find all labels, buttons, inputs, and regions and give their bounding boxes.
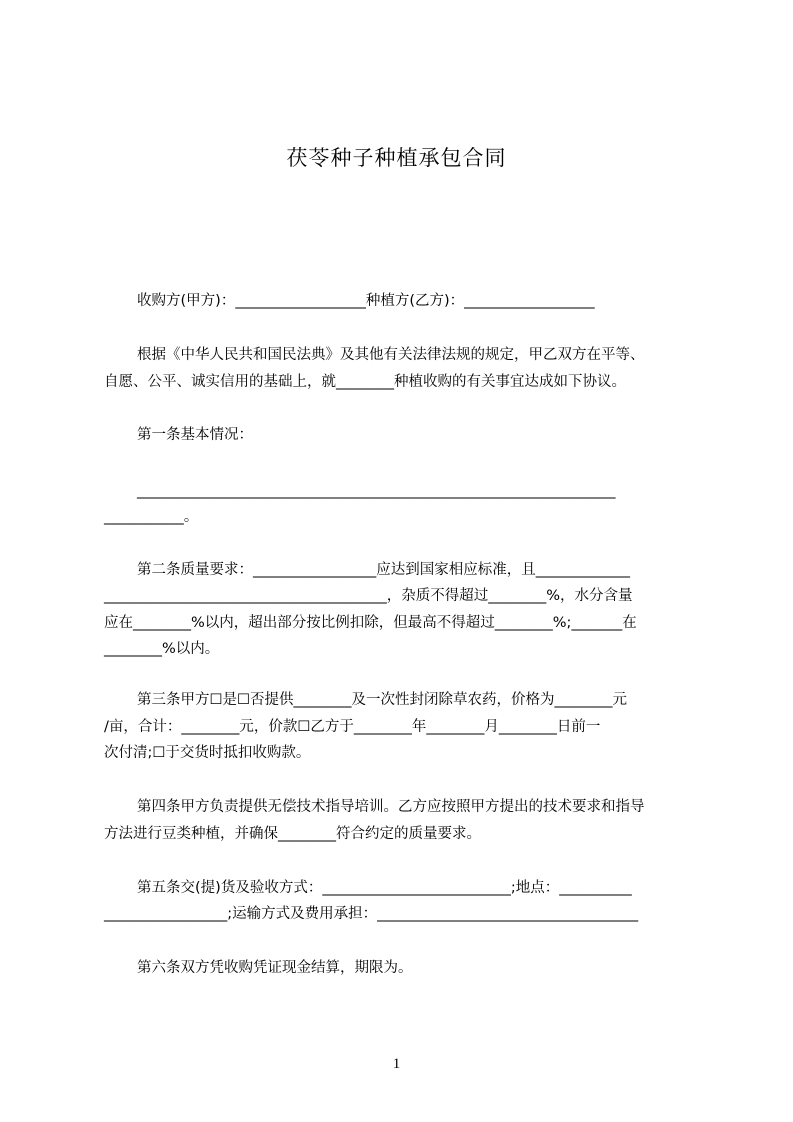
document-title: 茯苓种子种植承包合同 — [286, 146, 507, 170]
article-2-line-4: ________%以内。 — [104, 641, 220, 657]
article-4-line-2: 方法进行豆类种植，并确保________符合约定的质量要求。 — [104, 826, 481, 842]
article-2-line-3: 应在________%以内，超出部分按比例扣除，但最高不得超过________%;_______在 — [104, 615, 637, 631]
article-2-line-2: _______________________________________，杂质不得超过________%，水分含量 — [104, 588, 633, 604]
article-4-line-1: 第四条甲方负责提供无偿技术指导培训。乙方应按照甲方提出的技术要求和指导 — [137, 799, 645, 815]
article-3-line-3: 次付清;☐于交货时抵扣收购款。 — [104, 745, 311, 761]
article-6-line-1: 第六条双方凭收购凭证现金结算，期限为。 — [137, 960, 413, 976]
party-line: 收购方(甲方)：__________________种植方(乙方)：__________________ — [137, 293, 595, 309]
article-1-heading: 第一条基本情况： — [137, 427, 253, 443]
preamble-line-2: 自愿、公平、诚实信用的基础上，就________种植收购的有关事宜达成如下协议。 — [104, 374, 626, 390]
preamble-line-1: 根据《中华人民共和国民法典》及其他有关法律法规的规定，甲乙双方在平等、 — [137, 347, 645, 363]
article-3-line-2: /亩，合计：________元，价款☐乙方于________年________月________日前一 — [104, 719, 601, 735]
article-3-line-1: 第三条甲方☐是☐否提供________及一次性封闭除草农药，价格为________元 — [137, 692, 627, 708]
article-5-line-2: _________________;运输方式及费用承担：____________________________________ — [104, 906, 639, 922]
page-number: 1 — [392, 1056, 401, 1072]
article-1-blank-line-1: __________________________________________________________________ — [137, 483, 616, 499]
article-2-line-1: 第二条质量要求：_________________应达到国家相应标准，且_____________ — [137, 562, 630, 578]
article-5-line-1: 第五条交(提)货及验收方式：__________________________;地点：__________ — [137, 880, 632, 896]
article-1-blank-line-2: ___________。 — [104, 509, 199, 525]
